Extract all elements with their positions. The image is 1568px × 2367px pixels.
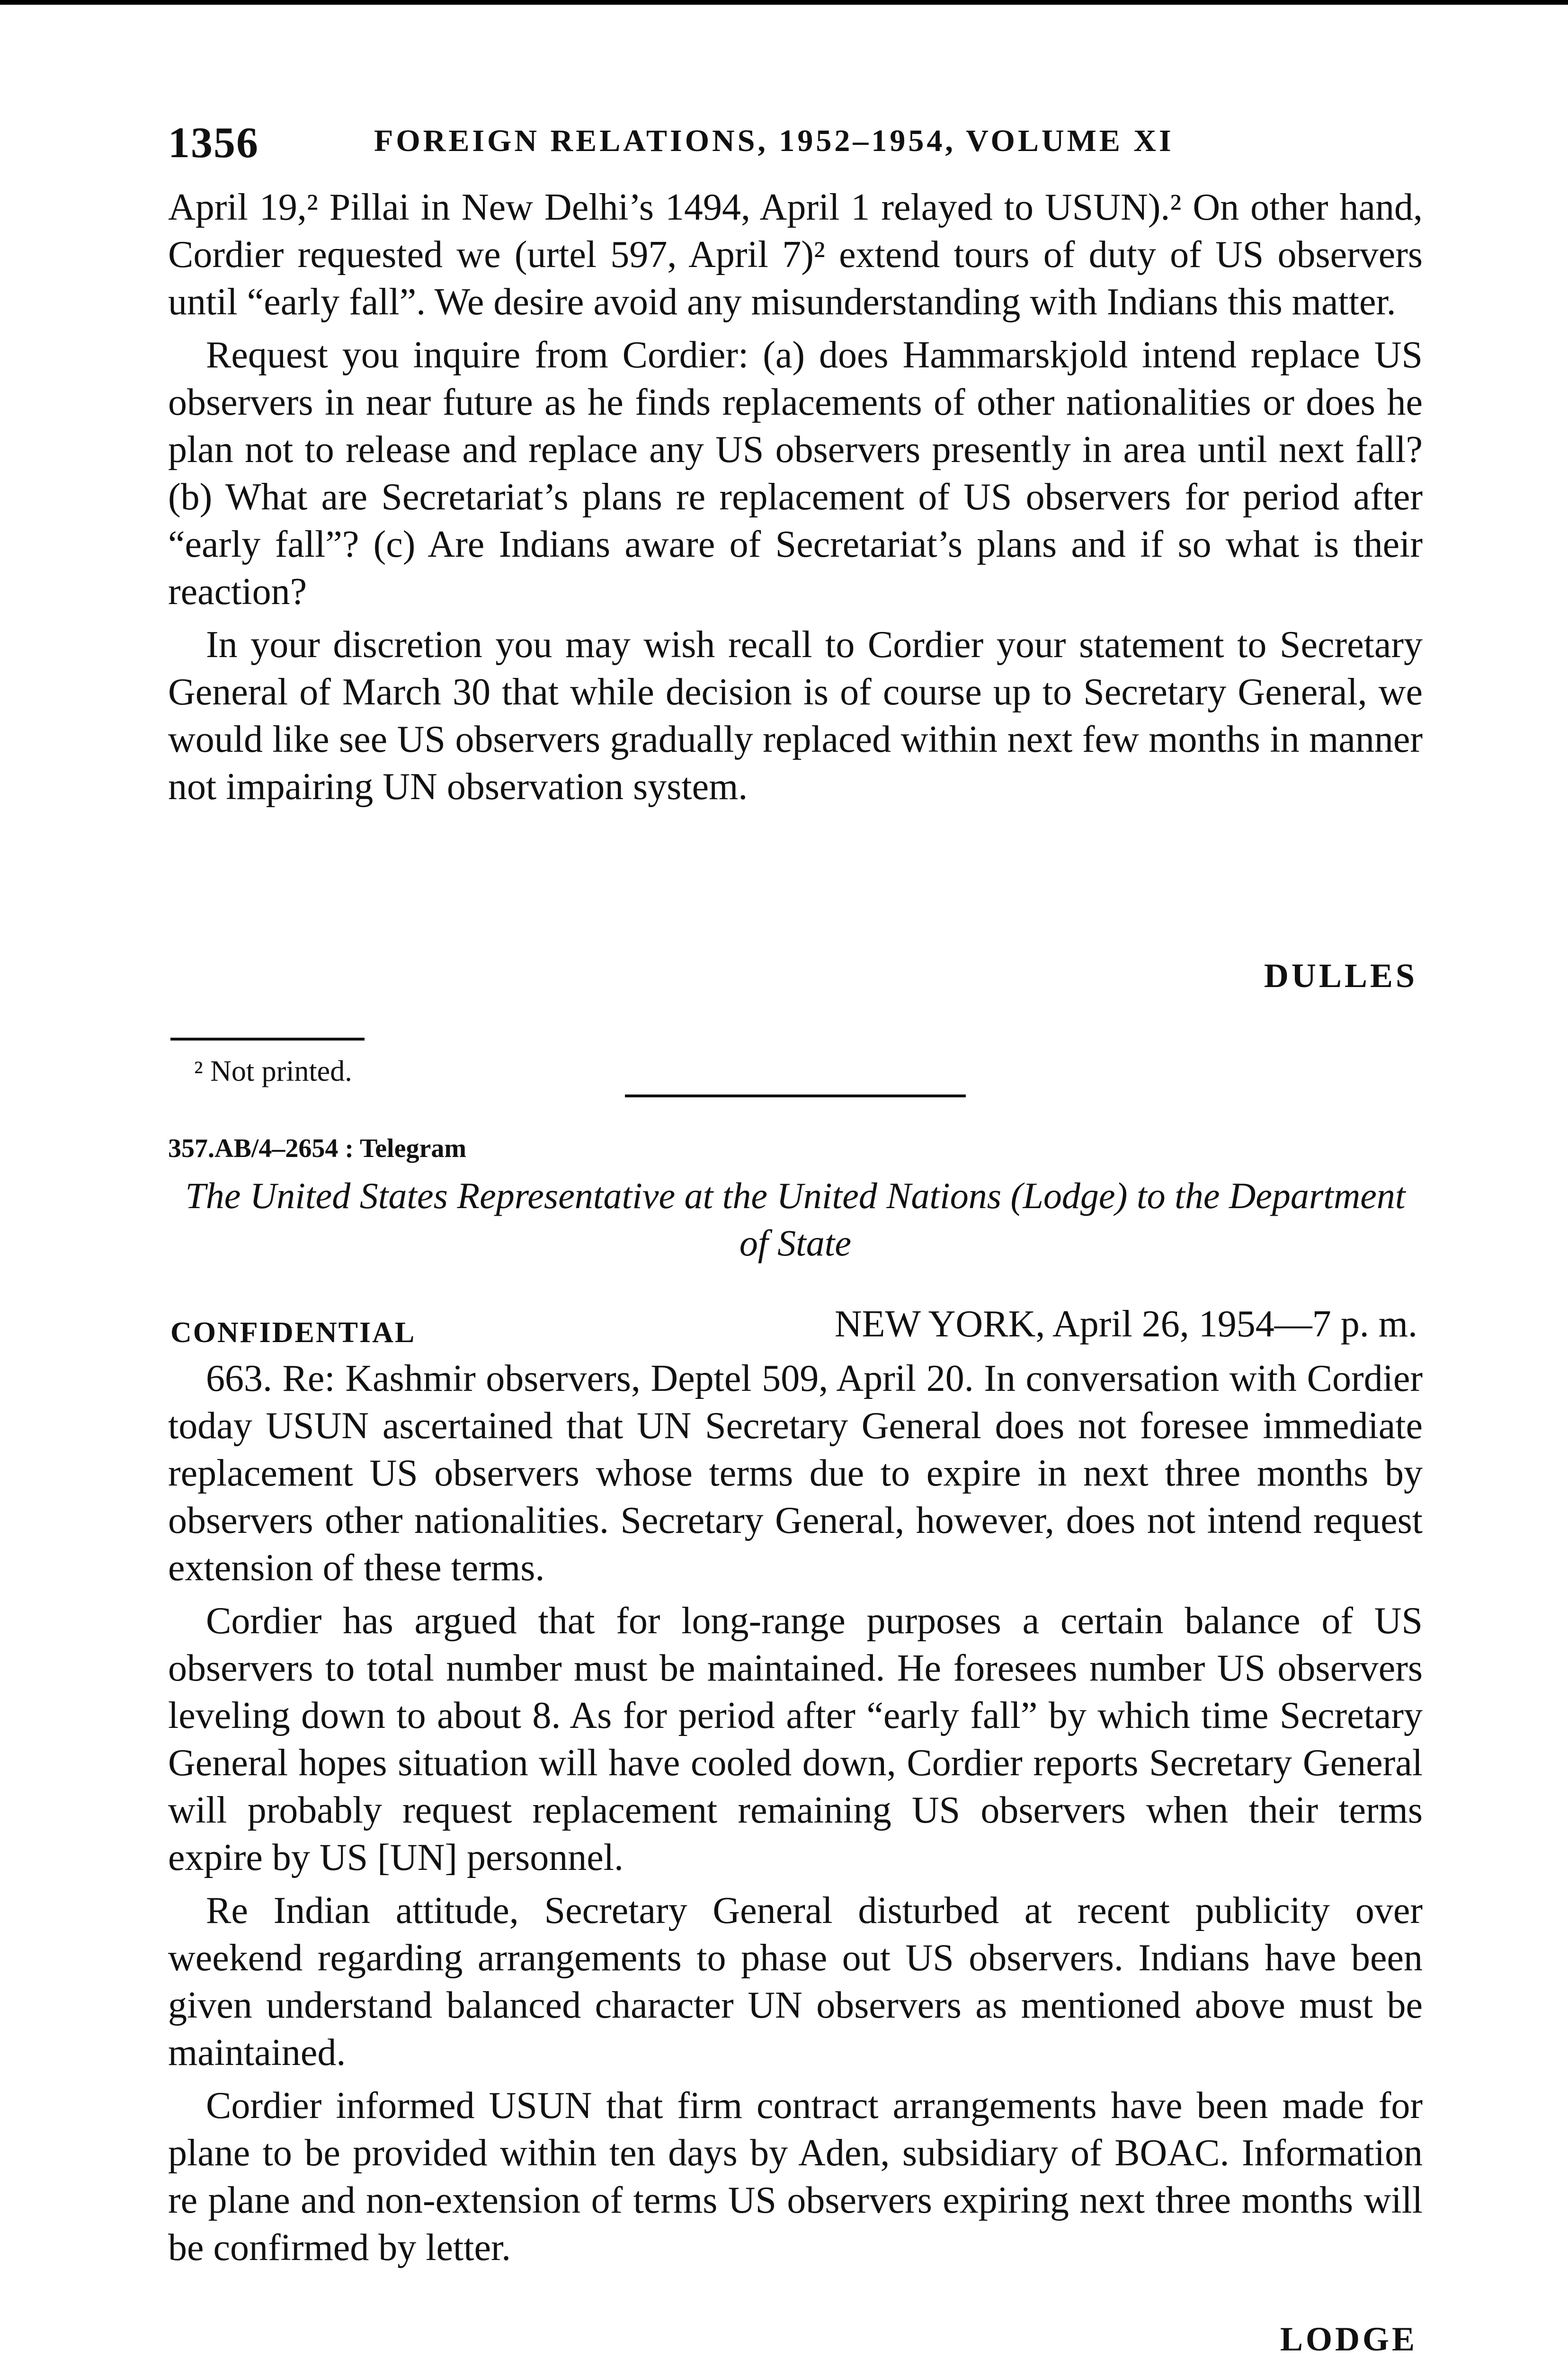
paragraph: Request you inquire from Cordier: (a) does Hammarskjold intend replace US observers in near future as he finds replacements of other nationalities or does he plan not to release and replace any US observers presently in area until next fall? (b) What are Secretariat’s plans re replacement of US observers for period after “early fall”? (c) Are Indians aware of Secretariat’s plans and if so what is their reaction? <box>168 334 1423 613</box>
document-separator <box>625 1095 966 1097</box>
footnote: ² Not printed. <box>194 1055 352 1087</box>
lodge-telegram-body <box>168 1355 1423 2271</box>
dulles-telegram-body <box>168 184 1423 810</box>
running-head: FOREIGN RELATIONS, 1952–1954, VOLUME XI <box>374 124 1174 158</box>
classification-label: CONFIDENTIAL <box>170 1317 416 1349</box>
file-reference: 357.AB/4–2654 : Telegram <box>168 1134 466 1163</box>
paragraph: In your discretion you may wish recall to Cordier your statement to Secretary General of March 30 that while decision is of course up to Secretary General, we would like see US observers gradually replaced within next few months in manner not impairing UN observation system. <box>168 624 1423 808</box>
page-header <box>168 117 1423 174</box>
signature-dulles: DULLES <box>1264 957 1417 995</box>
paragraph: Cordier informed USUN that firm contract arrangements have been made for plane to be provided within ten days by Aden, subsidiary of BOAC. Information re plane and non-extension of terms US observers expiring next three months will be confirmed by letter. <box>168 2085 1423 2269</box>
page-number: 1356 <box>168 118 259 167</box>
dateline: NEW YORK, April 26, 1954—7 p. m. <box>834 1303 1417 1345</box>
footnote-rule <box>170 1038 365 1041</box>
document-title: The United States Representative at the United Nations (Lodge) to the Department of State <box>185 1175 1406 1264</box>
paragraph: April 19,² Pillai in New Delhi’s 1494, April 1 relayed to USUN).² On other hand, Cordier requested we (urtel 597, April 7)² extend tours of duty of US observers until “early fall”. We desire avoid any misunderstanding with Indians this matter. <box>168 187 1423 323</box>
signature-lodge: LODGE <box>1280 2320 1417 2358</box>
paragraph: Cordier has argued that for long-range purposes a certain balance of US observers to total number must be maintained. He foresees number US observers leveling down to about 8. As for period after “early fall” by which time Secretary General hopes situation will have cooled down, Cordier reports Secretary General will probably request replacement remaining US observers when their terms expire by US [UN] personnel. <box>168 1600 1423 1878</box>
paragraph: Re Indian attitude, Secretary General disturbed at recent publicity over weekend regarding arrangements to phase out US observers. Indians have been given understand balanced character UN observers as mentioned above must be maintained. <box>168 1890 1423 2073</box>
top-edge-line <box>0 0 1568 5</box>
paragraph: 663. Re: Kashmir observers, Deptel 509, April 20. In conversation with Cordier today USUN ascertained that UN Secretary General does not foresee immediate replacement US observers whose terms due to expire in next three months by observers other nationalities. Secretary General, however, does not intend request extension of these terms. <box>168 1358 1423 1589</box>
